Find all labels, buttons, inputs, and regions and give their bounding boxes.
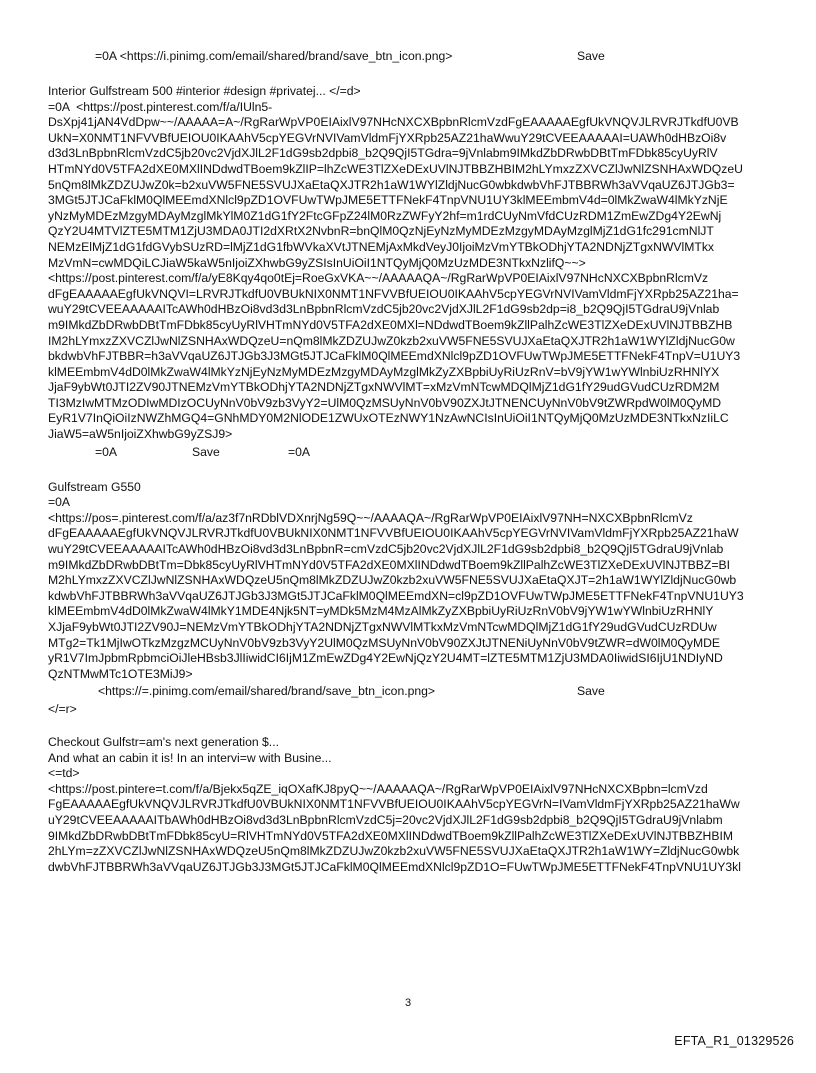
- save-icon-url[interactable]: <https://=.pinimg.com/email/shared/brand/save_btn_icon.png>: [98, 684, 436, 699]
- text-line: 3MGt5JTJCaFklM0QlMEEmdXNlcl9pZD1OVFUwTWpJME5ETTFNekF4TnpVNU1UY3klMEEmbmV4d=0lMkZwaW4lMkYzNjE: [48, 193, 728, 208]
- text-line: MTg2=Tk1MjIwOTkzMzgzMCUyNnV0bV9zb3VyY2UlM0QzMSUyNnV0bV90ZXJtJTNENiUyNnV0bV9tZWR=dW0lM0QyMDE: [48, 635, 721, 650]
- save-button-row: [48, 684, 778, 700]
- text-line: yNzMyMDEzMzgyMDAyMzglMkYlM0Z1dG1fY2FtcGFpZ24lM0RzZWFyY2hf=m1rdCUyNmVfdCUzRDM1ZmEwZDg4Y2EwNj: [48, 208, 722, 223]
- pin-link-lines[interactable]: [48, 100, 778, 443]
- pin-title: Gulfstream G550: [48, 479, 141, 494]
- text-line: DsXpj41jAN4VdDpw~~/AAAAA=A~/RgRarWpVP0EIAixlV97NHcNXCXBpbnRlcmVzdFgEAAAAAEgfUkVNQVJLRVRJTkdfU0VB: [48, 115, 739, 130]
- close-tag: </=r>: [48, 702, 77, 717]
- text-line: HTmNYd0V5TFA2dXE0MXlINDdwdTBoem9kZlIP=lhZcWE3TlZXeDExUVlNJTBBZHBIM2hLYmxzZXVCZlJwNlZSNHAxWDQzeU: [48, 161, 743, 176]
- text-line: XJjaF9ybWt0JTI2ZV90J=NEMzVmYTBkODhjYTA2NDNjZTgxNWVlMTkxMzVmNTcwMDQlMjZ1dG1fY29udGVudCUzRDUw: [48, 620, 717, 634]
- text-line: dwbVhFJTBBRWh3aVVqaUZ6JTJGb3J3MGt5JTJCaFklM0QlMEEmdXNlcl9pZD1O=FUwTWpJME5ETTFNekF4TnpVNU1UY3kl: [48, 859, 741, 874]
- row-prefix: =0A: [95, 444, 118, 459]
- pin-link-lines[interactable]: [48, 511, 778, 683]
- text-line: <=td>: [48, 766, 80, 781]
- text-line: klMEEmbmV4dD0lMkZwaW4lMkYzNjEyNzMyMDEzMzgyMDAyMzglMkZyZXBpbiUyRiUzRnV=bV9jYW1wYWlnbiUzRHNlYX: [48, 364, 720, 379]
- text-line: <https://pos=.pinterest.com/f/a/az3f7nRDblVDXnrjNg59Q~~/AAAAQA~/RgRarWpVP0EIAixlV97NH=NXCXBpbnRlcmVz: [48, 510, 693, 525]
- text-line: bkdwbVhFJTBBR=h3aVVqaUZ6JTJGb3J3MGt5JTJCaFklM0QlMEEmdXNlcl9pZD1OVFUwTWpJME5ETTFNekF4TnpV=U1UY3: [48, 349, 741, 364]
- text-line: JjaF9ybWt0JTI2ZV90JTNEMzVmYTBkODhjYTA2NDNjZTgxNWVlMT=xMzVmNTcwMDQlMjZ1dG1fY29udGVudCUzRDM2M: [48, 380, 720, 395]
- text-line: <https://post.pintere=t.com/f/a/Bjekx5qZE_iqOXafKJ8pyQ~~/AAAAAQA~/RgRarWpVP0EIAixlV97NHcNXCXBpbn=lcmVzd: [48, 781, 708, 796]
- save-label[interactable]: Save: [577, 49, 605, 63]
- eq-marker: =0A: [48, 495, 71, 510]
- text-line: wuY29tCVEEAAAAAITcAWh0dHBzOi8vd3d3LnBpbnR=cmVzdC5jb20vc2VjdXJlL2F1dG9sb2dpbi8_b2Q9QjI5TGdraU9jVnlab: [48, 542, 724, 557]
- text-line: QzY2U4MTVlZTE5MTM1ZjU3MDA0JTI2dXRtX2NvbnR=bnQlM0QzNjEyNzMyMDEzMzgyMDAyMzglMjZ1dG1fc291cmNlJT: [48, 224, 714, 239]
- text-line: dFgEAAAAAEgfUkVNQVJLRVRJTkdfU0VBUkNIX0NMT1NFVVBfUEIOU0IKAAhV5cpYEGVrNVIVamVldmFjYXRpb25AZ21haW: [48, 526, 739, 541]
- text-line: EyR1V7InQiOiIzNWZhMGQ4=GNhMDY0M2NlODE1ZWUxOTEzNWY1NzAwNCIsInUiOiI1NTQyMjQ0MzUzMDE3NTkxNzIiLC: [48, 411, 729, 426]
- text-line: IM2hLYmxzZXVCZlJwNlZSNHAxWDQzeU=nQm8lMkZDZUJwZ0kzb2xuVW5FNE5SVUJXaEtaQXJTR2h1aW1WYlZldjNucG0w: [48, 333, 735, 348]
- text-line: Checkout Gulfstr=am's next generation $...: [48, 734, 279, 749]
- text-line: FgEAAAAAEgfUkVNQVJLRVRJTkdfU0VBUkNIX0NMT1NFVVBfUEIOU0IKAAhV5cpYEGVrN=IVamVldmFjYXRpb25AZ21haWw: [48, 797, 740, 812]
- text-line: d3d3LnBpbnRlcmVzdC5jb20vc2VjdXJlL2F1dG9sb2dpbi8_b2Q9QjI5TGdra=9jVnlabm9IMkdZbDRwbDBtTmFDbk85cyUyRlV: [48, 146, 718, 161]
- text-line: wuY29tCVEEAAAAAITcAWh0dHBzOi8vd3d3LnBpbnRlcmVzdC5jb20vc2VjdXJlL2F1dG9sb2dp=i8_b2Q9QjI5TGdraU9jVnlab: [48, 302, 720, 317]
- text-line: And what an cabin it is! In an intervi=w with Busine...: [48, 750, 332, 765]
- document-id: EFTA_R1_01329526: [674, 1034, 794, 1048]
- save-button-row: [48, 49, 778, 65]
- page-number: 3: [404, 997, 412, 1009]
- text-line: 9IMkdZbDRwbDBtTmFDbk85cyU=RlVHTmNYd0V5TFA2dXE0MXlINDdwdTBoem9kZllPalhZcWE3TlZXeDExUVlNJTBBZHBIM: [48, 828, 734, 843]
- text-line: =0A <https://post.pinterest.com/f/a/IUln5-: [48, 99, 273, 114]
- text-line: QzNTMwMTc1OTE3MiJ9>: [48, 666, 193, 681]
- text-line: dFgEAAAAAEgfUkVNQVI=LRVRJTkdfU0VBUkNIX0NMT1NFVVBfUEIOU0IKAAhV5cpYEGVrNVIVamVldmFjYXRpb25AZ21ha=: [48, 286, 739, 301]
- pin-description-lines: [48, 735, 778, 875]
- text-line: TI3MzIwMTMzODIwMDIzOCUyNnV0bV9zb3VyY2=UlM0QzMSUyNnV0bV90ZXJtJTNENCUyNnV0bV9tZWRpdW0lM0QyMD: [48, 395, 722, 410]
- text-line: JiaW5=aW5nIjoiZXhwbG9yZSJ9>: [48, 427, 233, 442]
- save-icon-url[interactable]: =0A <https://i.pinimg.com/email/shared/brand/save_btn_icon.png>: [95, 49, 453, 63]
- text-line: uY29tCVEEAAAAAITbAWh0dHBzOi8vd3d3LnBpbnRlcmVzdC5j=20vc2VjdXJlL2F1dG9sb2dpbi8_b2Q9QjI5TGdraU9jVnlabm: [48, 812, 723, 827]
- text-line: m9IMkdZbDRwbDBtTm=Dbk85cyUyRlVHTmNYd0V5TFA2dXE0MXlINDdwdTBoem9kZllPalhZcWE3TlZXeDExUVlNJTBBZ=BI: [48, 557, 730, 572]
- row-suffix: =0A: [288, 444, 311, 459]
- pin-title: Interior Gulfstream 500 #interior #design #privatej... </=d>: [48, 84, 361, 98]
- text-line: 2hLYm=zZXVCZlJwNlZSNHAxWDQzeU5nQm8lMkZDZUJwZ0kzb2xuVW5FNE5SVUJXaEtaQXJTR2h1aW1WY=ZldjNucG0wbk: [48, 844, 740, 859]
- text-line: M2hLYmxzZXVCZlJwNlZSNHAxWDQzeU5nQm8lMkZDZUJwZ0kzb2xuVW5FNE5SVUJXaEtaQXJT=2h1aW1WYlZldjNucG0wb: [48, 573, 737, 588]
- text-line: NEMzElMjZ1dG1fdGVybSUzRD=lMjZ1dG1fbWVkaXVtJTNEMjAxMkdVeyJ0IjoiMzVmYTBkODhjYTA2NDNjZTgxNWVlMTkx: [48, 239, 715, 254]
- save-row: [48, 445, 778, 461]
- text-line: kdwbVhFJTBBRWh3aVVqaUZ6JTJGb3J3MGt5JTJCaFklM0QlMEEmdXN=cl9pZD1OVFUwTWpJME5ETTFNekF4TnpVNU1UY3: [48, 588, 744, 603]
- text-line: klMEEmbmV4dD0lMkZwaW4lMkY1MDE4Njk5NT=yMDk5MzM4MzAlMkZyZXBpbiUyRiUzRnV0bV9jYW1wYWlnbiUzRHNlY: [48, 604, 714, 619]
- text-line: yR1V7ImJpbmRpbmciOiJleHBsb3JlIiwidCI6IjM1ZmEwZDg4Y2EwNjQzY2U4MT=lZTE5MTM1ZjU3MDA0IiwidSI6IjU1NDIyND: [48, 651, 723, 666]
- text-line: 5nQm8lMkZDZUJwZ0k=b2xuVW5FNE5SVUJXaEtaQXJTR2h1aW1WYlZldjNucG0wbkdwbVhFJTBBRWh3aVVqaUZ6JTJGb3=: [48, 177, 735, 192]
- email-body: [48, 47, 778, 875]
- save-label[interactable]: Save: [192, 444, 220, 459]
- text-line: UkN=X0NMT1NFVVBfUEIOU0IKAAhV5cpYEGVrNVIVamVldmFjYXRpb25AZ21haWwuY29tCVEEAAAAAI=UAWh0dHBzOi8v: [48, 130, 727, 145]
- text-line: <https://post.pinterest.com/f/a/yE8Kqy4qo0tEj=RoeGxVKA~~/AAAAAQA~/RgRarWpVP0EIAixlV97NHcNXCXBpbnRlcmVz: [48, 271, 709, 286]
- text-line: MzVmN=cwMDQiLCJiaW5kaW5nIjoiZXhwbG9yZSIsInUiOiI1NTQyMjQ0MzUzMDE3NTkxNzlifQ~~>: [48, 255, 586, 270]
- text-line: m9IMkdZbDRwbDBtTmFDbk85cyUyRlVHTmNYd0V5TFA2dXE0MXl=NDdwdTBoem9kZllPalhZcWE3TlZXeDExUVlNJTBBZHB: [48, 317, 733, 332]
- save-label[interactable]: Save: [577, 684, 605, 699]
